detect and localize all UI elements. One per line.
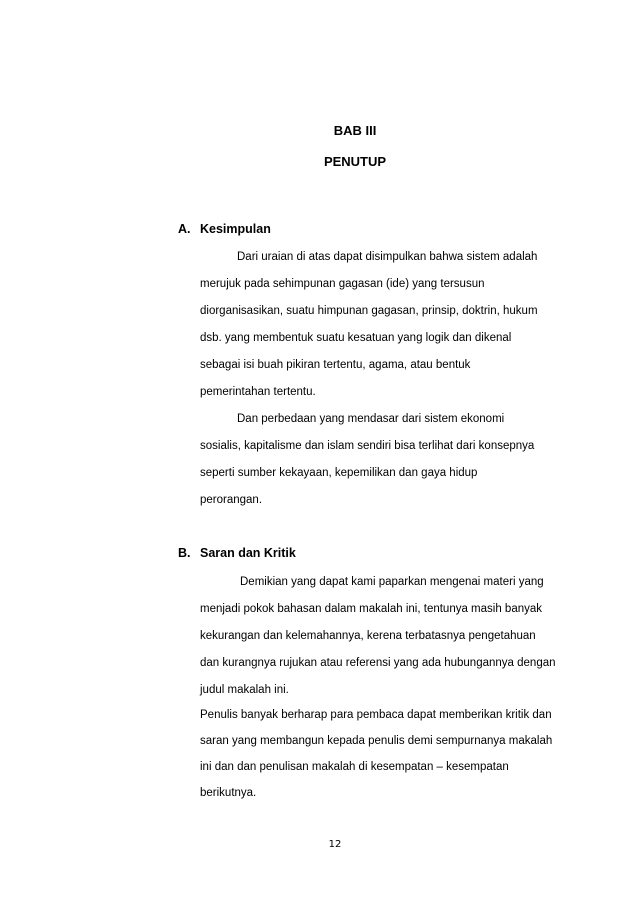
section-heading-saran-dan-kritik bbox=[178, 546, 296, 560]
paragraph-line: Demikian yang dapat kami paparkan mengenai materi yang bbox=[240, 576, 544, 588]
paragraph-line: ini dan dan penulisan makalah di kesempatan – kesempatan bbox=[200, 761, 509, 773]
section-letter: B. bbox=[178, 546, 191, 560]
paragraph-line: Penulis banyak berharap para pembaca dapat memberikan kritik dan bbox=[200, 709, 552, 721]
paragraph-line: dan kurangnya rujukan atau referensi yang ada hubungannya dengan bbox=[200, 657, 556, 669]
paragraph-line: saran yang membangun kepada penulis demi sempurnanya makalah bbox=[200, 735, 553, 747]
paragraph-line: merujuk pada sehimpunan gagasan (ide) yang tersusun bbox=[200, 278, 485, 290]
paragraph-line: diorganisasikan, suatu himpunan gagasan, prinsip, doktrin, hukum bbox=[200, 305, 538, 317]
paragraph-line: Dan perbedaan yang mendasar dari sistem ekonomi bbox=[237, 413, 505, 425]
paragraph-line: kekurangan dan kelemahannya, kerena terbatasnya pengetahuan bbox=[200, 630, 536, 642]
paragraph-line: menjadi pokok bahasan dalam makalah ini, tentunya masih banyak bbox=[200, 603, 543, 615]
paragraph-line: Dari uraian di atas dapat disimpulkan bahwa sistem adalah bbox=[237, 251, 538, 263]
page-number: 12 bbox=[328, 839, 342, 850]
paragraph-line: sebagai isi buah pikiran tertentu, agama, atau bentuk bbox=[200, 359, 471, 371]
paragraph-line: berikutnya. bbox=[200, 787, 257, 799]
paragraph-line: dsb. yang membentuk suatu kesatuan yang logik dan dikenal bbox=[200, 332, 512, 344]
paragraph-line: judul makalah ini. bbox=[200, 684, 289, 696]
section-heading-kesimpulan bbox=[178, 222, 271, 236]
paragraph-line: perorangan. bbox=[200, 494, 263, 506]
paragraph-line: seperti sumber kekayaan, kepemilikan dan gaya hidup bbox=[200, 467, 478, 479]
chapter-title: PENUTUP bbox=[323, 154, 387, 169]
section-letter: A. bbox=[178, 222, 191, 236]
paragraph-line: pemerintahan tertentu. bbox=[200, 386, 316, 398]
section-title: Kesimpulan bbox=[200, 222, 271, 236]
section-title: Saran dan Kritik bbox=[200, 546, 296, 560]
paragraph-line: sosialis, kapitalisme dan islam sendiri bisa terlihat dari konsepnya bbox=[200, 440, 535, 452]
chapter-number: BAB III bbox=[333, 123, 377, 138]
